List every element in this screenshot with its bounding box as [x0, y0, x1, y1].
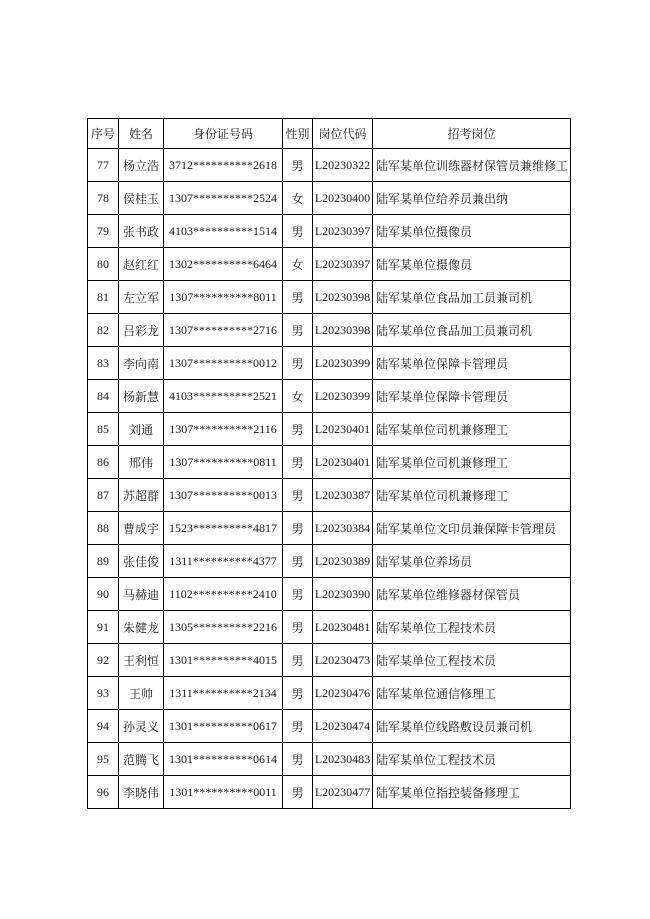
table-row [88, 380, 571, 413]
cell-name: 左立军 [119, 281, 164, 314]
cell-position-code: L20230400 [313, 182, 373, 215]
cell-id-number: 1307**********0811 [164, 446, 283, 479]
cell-position-title: 陆军某单位工程技术员 [373, 611, 571, 644]
recruitment-roster-table [87, 118, 571, 809]
cell-position-title: 陆军某单位维修器材保管员 [373, 578, 571, 611]
cell-index: 85 [88, 413, 119, 446]
cell-position-code: L20230401 [313, 446, 373, 479]
cell-position-code: L20230399 [313, 347, 373, 380]
cell-gender: 男 [283, 611, 313, 644]
cell-id-number: 4103**********2521 [164, 380, 283, 413]
cell-id-number: 1307**********2116 [164, 413, 283, 446]
cell-name: 吕彩龙 [119, 314, 164, 347]
cell-index: 88 [88, 512, 119, 545]
cell-id-number: 3712**********2618 [164, 149, 283, 182]
cell-index: 86 [88, 446, 119, 479]
cell-gender: 男 [283, 215, 313, 248]
cell-id-number: 1311**********4377 [164, 545, 283, 578]
table-row [88, 644, 571, 677]
cell-index: 78 [88, 182, 119, 215]
table-row [88, 611, 571, 644]
cell-name: 杨立浩 [119, 149, 164, 182]
table-row [88, 314, 571, 347]
header-row [88, 119, 571, 149]
cell-id-number: 1301**********0614 [164, 743, 283, 776]
cell-position-title: 陆军某单位给养员兼出纳 [373, 182, 571, 215]
cell-name: 张佳俊 [119, 545, 164, 578]
table-row [88, 677, 571, 710]
cell-id-number: 1307**********0012 [164, 347, 283, 380]
cell-index: 84 [88, 380, 119, 413]
cell-name: 王利恒 [119, 644, 164, 677]
cell-gender: 男 [283, 545, 313, 578]
table-body [88, 149, 571, 809]
cell-name: 苏超群 [119, 479, 164, 512]
column-header-name: 姓名 [119, 119, 164, 149]
cell-position-title: 陆军某单位司机兼修理工 [373, 413, 571, 446]
cell-gender: 女 [283, 380, 313, 413]
table-row [88, 710, 571, 743]
cell-name: 李向南 [119, 347, 164, 380]
cell-index: 82 [88, 314, 119, 347]
table-row [88, 149, 571, 182]
cell-index: 94 [88, 710, 119, 743]
column-header-id-number: 身份证号码 [164, 119, 283, 149]
table-row [88, 215, 571, 248]
cell-name: 李晓伟 [119, 776, 164, 809]
cell-name: 马赫迪 [119, 578, 164, 611]
cell-name: 孙灵义 [119, 710, 164, 743]
cell-index: 92 [88, 644, 119, 677]
cell-id-number: 1302**********6464 [164, 248, 283, 281]
cell-id-number: 1301**********0617 [164, 710, 283, 743]
cell-position-title: 陆军某单位工程技术员 [373, 743, 571, 776]
cell-position-title: 陆军某单位文印员兼保障卡管理员 [373, 512, 571, 545]
table-row [88, 743, 571, 776]
cell-position-code: L20230483 [313, 743, 373, 776]
cell-name: 杨新慧 [119, 380, 164, 413]
cell-id-number: 1311**********2134 [164, 677, 283, 710]
cell-position-title: 陆军某单位摄像员 [373, 248, 571, 281]
cell-name: 张书政 [119, 215, 164, 248]
cell-position-code: L20230390 [313, 578, 373, 611]
cell-gender: 男 [283, 743, 313, 776]
cell-position-code: L20230401 [313, 413, 373, 446]
cell-position-title: 陆军某单位训练器材保管员兼维修工 [373, 149, 571, 182]
cell-id-number: 1102**********2410 [164, 578, 283, 611]
table-row [88, 281, 571, 314]
cell-index: 90 [88, 578, 119, 611]
cell-name: 王帅 [119, 677, 164, 710]
cell-gender: 男 [283, 776, 313, 809]
cell-gender: 男 [283, 677, 313, 710]
cell-index: 80 [88, 248, 119, 281]
cell-position-title: 陆军某单位食品加工员兼司机 [373, 314, 571, 347]
cell-index: 87 [88, 479, 119, 512]
cell-position-code: L20230481 [313, 611, 373, 644]
cell-position-code: L20230397 [313, 248, 373, 281]
cell-position-code: L20230389 [313, 545, 373, 578]
table-row [88, 248, 571, 281]
cell-gender: 男 [283, 281, 313, 314]
cell-name: 赵红红 [119, 248, 164, 281]
cell-gender: 男 [283, 578, 313, 611]
cell-gender: 男 [283, 710, 313, 743]
cell-position-title: 陆军某单位养场员 [373, 545, 571, 578]
cell-id-number: 1523**********4817 [164, 512, 283, 545]
cell-gender: 男 [283, 512, 313, 545]
column-header-position-title: 招考岗位 [373, 119, 571, 149]
cell-position-title: 陆军某单位指控装备修理工 [373, 776, 571, 809]
cell-position-title: 陆军某单位保障卡管理员 [373, 380, 571, 413]
table-row [88, 413, 571, 446]
cell-id-number: 1301**********0011 [164, 776, 283, 809]
cell-gender: 男 [283, 314, 313, 347]
cell-name: 侯桂玉 [119, 182, 164, 215]
cell-position-title: 陆军某单位司机兼修理工 [373, 479, 571, 512]
cell-position-title: 陆军某单位司机兼修理工 [373, 446, 571, 479]
cell-name: 范腾飞 [119, 743, 164, 776]
cell-position-code: L20230477 [313, 776, 373, 809]
cell-index: 95 [88, 743, 119, 776]
cell-gender: 女 [283, 182, 313, 215]
column-header-gender: 性别 [283, 119, 313, 149]
table-row [88, 512, 571, 545]
cell-gender: 男 [283, 149, 313, 182]
cell-position-title: 陆军某单位线路敷设员兼司机 [373, 710, 571, 743]
cell-index: 91 [88, 611, 119, 644]
cell-position-code: L20230398 [313, 314, 373, 347]
cell-name: 邢伟 [119, 446, 164, 479]
cell-name: 朱健龙 [119, 611, 164, 644]
cell-gender: 男 [283, 347, 313, 380]
cell-id-number: 1307**********8011 [164, 281, 283, 314]
cell-position-code: L20230476 [313, 677, 373, 710]
cell-id-number: 4103**********1514 [164, 215, 283, 248]
cell-gender: 男 [283, 644, 313, 677]
cell-gender: 男 [283, 413, 313, 446]
cell-name: 刘通 [119, 413, 164, 446]
table-row [88, 479, 571, 512]
table-row [88, 446, 571, 479]
cell-index: 93 [88, 677, 119, 710]
cell-position-code: L20230384 [313, 512, 373, 545]
cell-position-code: L20230399 [313, 380, 373, 413]
cell-id-number: 1307**********0013 [164, 479, 283, 512]
cell-position-title: 陆军某单位摄像员 [373, 215, 571, 248]
cell-position-title: 陆军某单位工程技术员 [373, 644, 571, 677]
cell-position-code: L20230397 [313, 215, 373, 248]
cell-position-code: L20230473 [313, 644, 373, 677]
table-row [88, 347, 571, 380]
table-header [88, 119, 571, 149]
cell-id-number: 1301**********4015 [164, 644, 283, 677]
cell-index: 77 [88, 149, 119, 182]
column-header-position-code: 岗位代码 [313, 119, 373, 149]
table-row [88, 578, 571, 611]
column-header-index: 序号 [88, 119, 119, 149]
cell-position-code: L20230398 [313, 281, 373, 314]
cell-id-number: 1307**********2524 [164, 182, 283, 215]
cell-id-number: 1307**********2716 [164, 314, 283, 347]
cell-index: 96 [88, 776, 119, 809]
cell-position-code: L20230387 [313, 479, 373, 512]
table-row [88, 182, 571, 215]
cell-index: 89 [88, 545, 119, 578]
cell-position-code: L20230322 [313, 149, 373, 182]
cell-position-code: L20230474 [313, 710, 373, 743]
cell-gender: 女 [283, 248, 313, 281]
cell-name: 曹成宇 [119, 512, 164, 545]
cell-id-number: 1305**********2216 [164, 611, 283, 644]
cell-index: 83 [88, 347, 119, 380]
cell-position-title: 陆军某单位通信修理工 [373, 677, 571, 710]
cell-gender: 男 [283, 479, 313, 512]
cell-position-title: 陆军某单位食品加工员兼司机 [373, 281, 571, 314]
cell-gender: 男 [283, 446, 313, 479]
cell-position-title: 陆军某单位保障卡管理员 [373, 347, 571, 380]
cell-index: 79 [88, 215, 119, 248]
cell-index: 81 [88, 281, 119, 314]
table-row [88, 776, 571, 809]
table-row [88, 545, 571, 578]
